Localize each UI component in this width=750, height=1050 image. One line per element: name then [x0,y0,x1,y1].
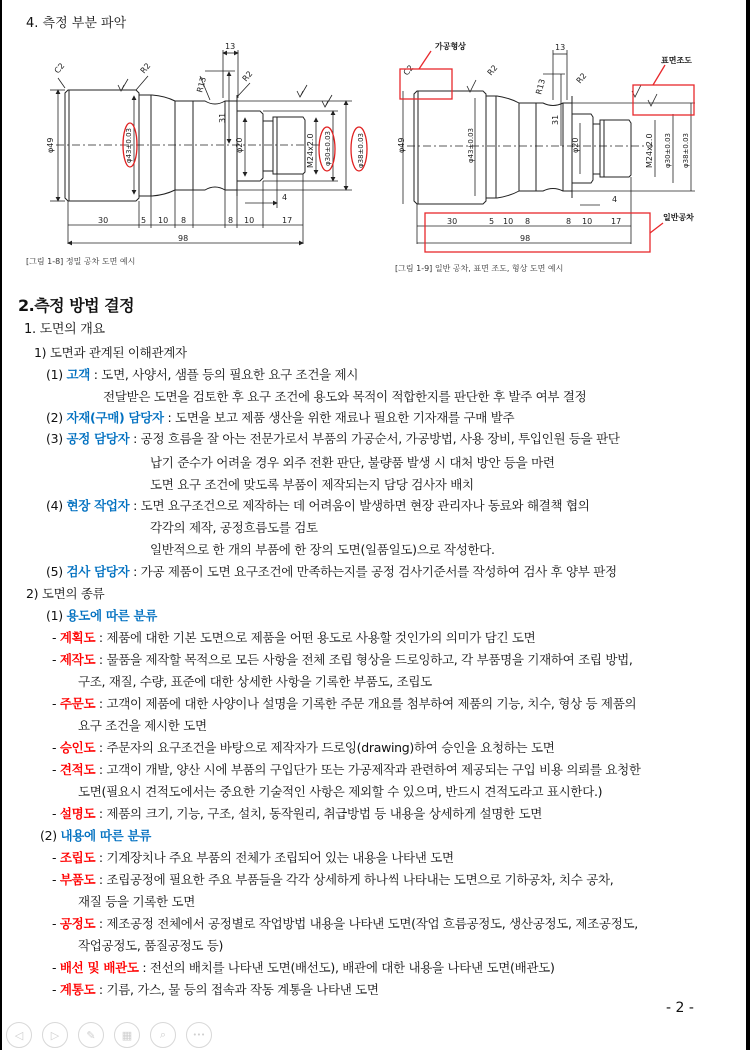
stakeholder-detail: 일반적으로 한 개의 부품에 한 장의 도면(일품일도)으로 작성한다. [150,542,495,557]
next-slide-button[interactable] [42,1022,68,1048]
stakeholder-detail: 전달받은 도면을 검토한 후 요구 조건에 용도와 목적이 적합한지를 판단한 후 발주 여부 결정 [103,389,587,404]
dim-13: 13 [225,42,236,51]
dim-r2a: R2 [485,63,500,78]
drawing-type-item: - 설명도 : 제품의 크기, 기능, 구조, 설치, 동작원리, 취급방법 등 내용을 상세하게 설명한 도면 [52,806,543,821]
drawing-type-item: - 조립도 : 기계장치나 주요 부품의 전체가 조립되어 있는 내용을 나타낸 도면 [52,850,454,865]
stakeholder-name: 검사 담당자 [66,564,130,579]
drawing-type-name: 부품도 [59,872,96,887]
dim-4: 4 [612,195,618,204]
stakeholder-item: (3) 공정 담당자 : 공정 흐름을 잘 아는 전문가로서 부품의 가공순서, 가공방법, 사용 장비, 투입인원 등을 판단 [46,431,620,446]
drawing-type-item: - 계획도 : 제품에 대한 기본 도면으로 제품을 어떤 용도로 사용할 것인가의 의미가 담긴 도면 [52,630,536,645]
dim-8a: 8 [525,217,531,226]
dim-8a: 8 [181,216,187,225]
drawing-type-name: 계통도 [59,982,96,997]
drawing-type-name: 공정도 [59,916,96,931]
dim-c2: C2 [52,61,67,76]
stakeholder-item: (1) 고객 : 도면, 사양서, 샘플 등의 필요한 요구 조건을 제시 [46,367,359,382]
dim-r2b: R2 [574,71,589,86]
drawing-type-item: - 제작도 : 물품을 제작할 목적으로 모든 사항을 전체 조립 형상을 드로잉하고, 각 부품명을 기재하여 조립 방법, [52,652,633,667]
dim-4: 4 [282,193,288,202]
figure-caption-left: [그림 1-8] 정밀 공차 도면 예시 [26,257,136,266]
dim-5: 5 [489,217,495,226]
page-number: - 2 - [666,1000,694,1016]
drawing-type-name: 승인도 [59,740,96,755]
drawing-type-detail: 재질 등을 기록한 도면 [78,894,195,909]
dim-d49: φ49 [397,137,406,153]
dim-d30: φ30±0.03 [664,133,672,168]
dim-r2b: R2 [240,69,255,84]
stakeholder-detail: 각각의 제작, 공정흐름도를 검토 [150,520,318,535]
dim-13: 13 [555,43,566,52]
figure-general-tolerance-drawing [395,38,740,258]
drawing-type-item: - 계통도 : 기름, 가스, 물 등의 접속과 작동 계통을 나타낸 도면 [52,982,379,997]
drawing-type-name: 조립도 [59,850,96,865]
see-all-slides-button[interactable] [114,1022,140,1048]
subsection-drawing-types: 2) 도면의 종류 [26,586,105,601]
dim-d38: φ38±0.03 [357,133,365,168]
stakeholder-name: 고객 [66,367,91,382]
dim-98: 98 [520,234,531,243]
pen-button[interactable] [78,1022,104,1048]
dimension-labels [46,42,365,243]
page-border-left [0,0,2,1050]
dim-10a: 10 [503,217,514,226]
drawing-type-item: - 주문도 : 고객이 제품에 대한 사양이나 설명을 기록한 주문 개요를 첨부하여 제품의 기능, 치수, 형상 등 제품의 [52,696,637,711]
dim-d43: φ43±0.03 [125,128,133,163]
stakeholder-name: 현장 작업자 [66,498,130,513]
slides-icon: ▦ [121,1028,133,1042]
dim-r13: R13 [534,77,548,96]
drawing-type-name: 견적도 [59,762,96,777]
drawing-type-name: 설명도 [59,806,96,821]
dim-c2: C2 [401,63,416,78]
drawing-type-detail: 요구 조건을 제시한 도면 [78,718,207,733]
dim-m24: M24x2.0 [306,133,315,168]
dim-d49: φ49 [46,137,55,153]
callout-surface-label: 표면조도 [661,56,692,65]
prev-slide-icon: ◁ [14,1028,24,1042]
figure-precision-tolerance-drawing [20,38,370,258]
shaft-outline [65,90,305,201]
drawing-type-detail: 도면(필요시 견적도에서는 중요한 기술적인 사항은 제외할 수 있으며, 반드시 견적도라고 표시한다.) [78,784,603,799]
more-icon: ••• [192,1031,206,1039]
dim-m24: M24x2.0 [645,133,654,168]
stakeholder-item: (2) 자재(구매) 담당자 : 도면을 보고 제품 생산을 위한 재료나 필요한 기자재를 구매 발주 [46,410,515,425]
dim-17: 17 [611,217,622,226]
dim-8b: 8 [228,216,234,225]
drawing-type-item: - 부품도 : 조립공정에 필요한 주요 부품들을 각각 상세하게 하나씩 나타내는 도면으로 기하공차, 치수 공차, [52,872,614,887]
drawing-type-item: - 견적도 : 고객이 개발, 양산 시에 부품의 구입단가 또는 가공제작과 관련하여 제공되는 구입 비용 의뢰를 요청한 [52,762,641,777]
drawing-type-name: 주문도 [59,696,96,711]
drawing-type-item: - 공정도 : 제조공정 전체에서 공정별로 작업방법 내용을 나타낸 도면(작업 흐름공정도, 생산공정도, 제조공정도, [52,916,638,931]
stakeholder-item: (4) 현장 작업자 : 도면 요구조건으로 제작하는 데 어려움이 발생하면 현장 관리자나 동료와 해결책 협의 [46,498,590,513]
drawing-type-detail: 작업공정도, 품질공정도 등) [78,938,224,953]
page-border-right [746,0,750,1050]
dim-d20: φ20 [571,137,580,153]
category-by-use: (1) 용도에 따른 분류 [46,608,158,623]
stakeholder-item: (5) 검사 담당자 : 가공 제품이 도면 요구조건에 만족하는지를 공정 검사기준서를 작성하여 검사 후 양부 판정 [46,564,617,579]
category-by-content: (2) 내용에 따른 분류 [40,828,152,843]
dim-31: 31 [218,112,227,123]
dim-31: 31 [551,114,560,125]
dim-d38: φ38±0.03 [682,133,690,168]
dim-r13: R13 [195,75,209,94]
dim-5: 5 [141,216,147,225]
dim-98: 98 [178,234,189,243]
dim-8b: 8 [566,217,572,226]
dim-17: 17 [282,216,293,225]
drawing-type-name: 계획도 [59,630,96,645]
zoom-button[interactable] [150,1022,176,1048]
drawing-type-detail: 구조, 재질, 수량, 표준에 대한 상세한 사항을 기록한 부품도, 조립도 [78,674,432,689]
stakeholder-detail: 납기 준수가 어려울 경우 외주 전환 판단, 불량품 발생 시 대처 방안 등을 마련 [150,455,555,470]
drawing-type-item: - 승인도 : 주문자의 요구조건을 바탕으로 제작자가 드로잉(drawing)하여 승인을 요청하는 도면 [52,740,555,755]
callout-tolerance-label: 일반공차 [663,213,694,222]
dim-30: 30 [447,217,458,226]
shaft-outline [414,91,631,204]
dim-d30: φ30±0.03 [324,131,332,166]
next-slide-icon: ▷ [50,1028,60,1042]
pen-icon: ✎ [86,1028,96,1042]
section-heading-measure-parts: 4. 측정 부분 파악 [26,16,127,31]
dim-10a: 10 [158,216,169,225]
dim-d43: φ43±0.03 [467,128,475,163]
subsection-drawing-overview: 1. 도면의 개요 [24,322,105,337]
callout-shape-label: 가공형상 [435,42,466,51]
dim-10b: 10 [244,216,255,225]
dim-10b: 10 [582,217,593,226]
more-options-button[interactable] [186,1022,212,1048]
dim-30: 30 [98,216,109,225]
drawing-type-name: 제작도 [59,652,96,667]
callout-box-surface [633,85,694,115]
dim-d20: φ20 [235,137,244,153]
drawing-type-name: 배선 및 배관도 [59,960,139,975]
slideshow-toolbar [6,1022,212,1048]
zoom-icon: ⌕ [159,1028,167,1041]
section-title: 2.측정 방법 결정 [18,296,135,315]
prev-slide-button[interactable] [6,1022,32,1048]
dim-r2a: R2 [138,61,153,76]
figure-caption-right: [그림 1-9] 일반 공차, 표면 조도, 형상 도면 예시 [395,264,564,273]
stakeholder-detail: 도면 요구 조건에 맞도록 부품이 제작되는지 담당 검사자 배치 [150,477,474,492]
subsection-stakeholders: 1) 도면과 관계된 이해관계자 [34,345,187,360]
stakeholder-name: 공정 담당자 [66,431,130,446]
drawing-type-item: - 배선 및 배관도 : 전선의 배치를 나타낸 도면(배선도), 배관에 대한 내용을 나타낸 도면(배관도) [52,960,555,975]
stakeholder-name: 자재(구매) 담당자 [66,410,164,425]
